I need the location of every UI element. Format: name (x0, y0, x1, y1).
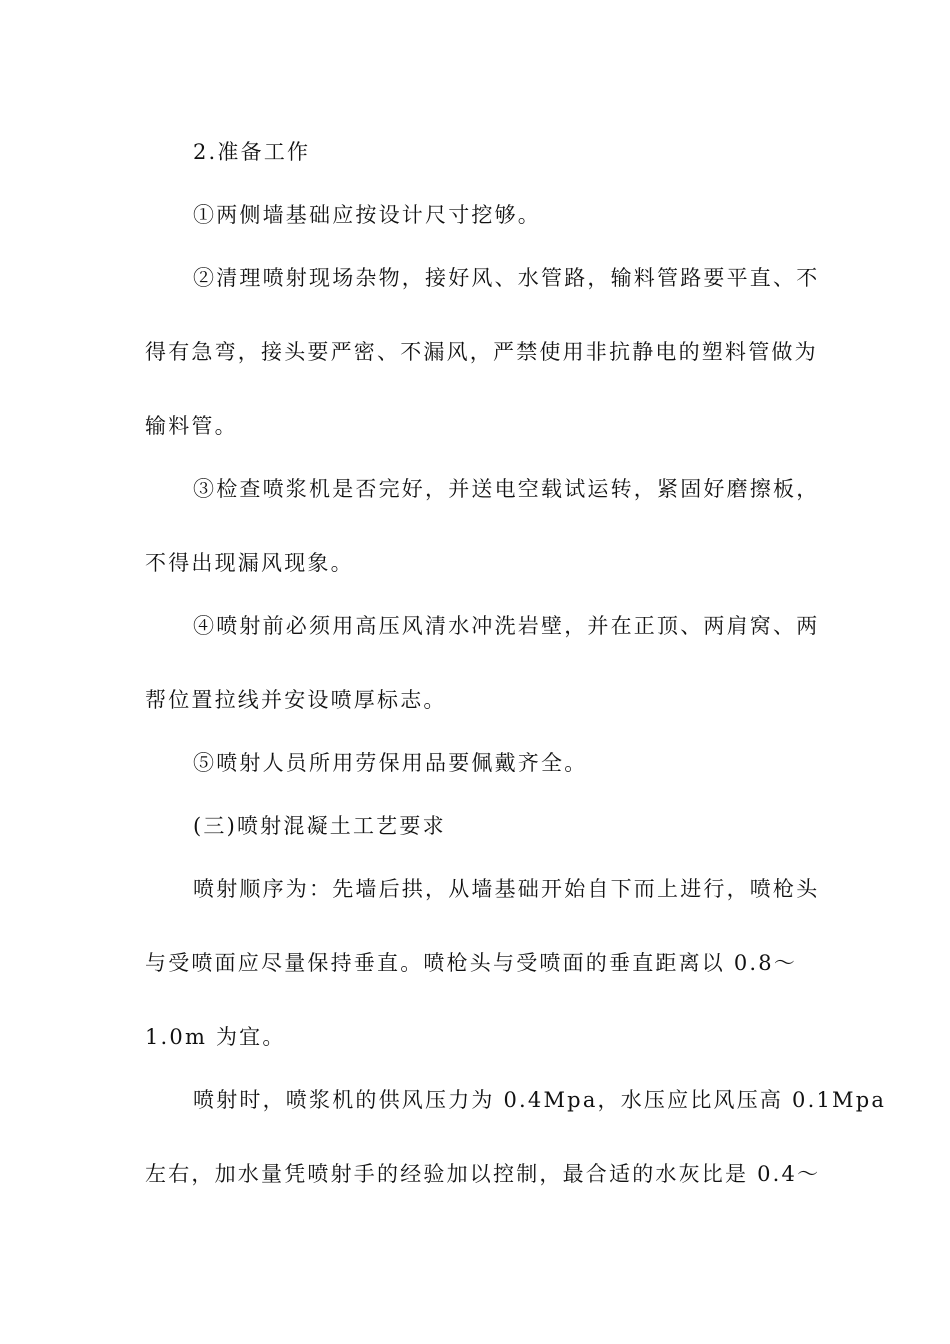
list-item-4-line-2: 帮位置拉线并安设喷厚标志。 (145, 688, 447, 712)
list-item-4-line-1: ④喷射前必须用高压风清水冲洗岩壁，并在正顶、两肩窝、两 (193, 614, 820, 638)
list-item-3-line-2: 不得出现漏风现象。 (145, 551, 354, 575)
list-item-3-line-1: ③检查喷浆机是否完好，并送电空载试运转，紧固好磨擦板， (193, 477, 820, 501)
list-item-1: ①两侧墙基础应按设计尺寸挖够。 (193, 203, 541, 227)
section-heading-preparation: 2.准备工作 (193, 140, 311, 164)
paragraph-1-line-2: 与受喷面应尽量保持垂直。喷枪头与受喷面的垂直距离以 0.8～ (145, 951, 798, 975)
paragraph-1-line-1: 喷射顺序为：先墙后拱，从墙基础开始自下而上进行，喷枪头 (193, 877, 820, 901)
paragraph-1-line-3: 1.0m 为宜。 (145, 1025, 286, 1049)
list-item-2-line-3: 输料管。 (145, 414, 238, 438)
paragraph-2-line-2: 左右，加水量凭喷射手的经验加以控制，最合适的水灰比是 0.4～ (145, 1162, 821, 1186)
list-item-2-line-1: ②清理喷射现场杂物，接好风、水管路，输料管路要平直、不 (193, 266, 820, 290)
list-item-5: ⑤喷射人员所用劳保用品要佩戴齐全。 (193, 751, 588, 775)
paragraph-2-line-1: 喷射时，喷浆机的供风压力为 0.4Mpa，水压应比风压高 0.1Mpa (193, 1088, 887, 1112)
section-heading-process: (三)喷射混凝土工艺要求 (193, 814, 446, 838)
list-item-2-line-2: 得有急弯，接头要严密、不漏风，严禁使用非抗静电的塑料管做为 (145, 340, 818, 364)
